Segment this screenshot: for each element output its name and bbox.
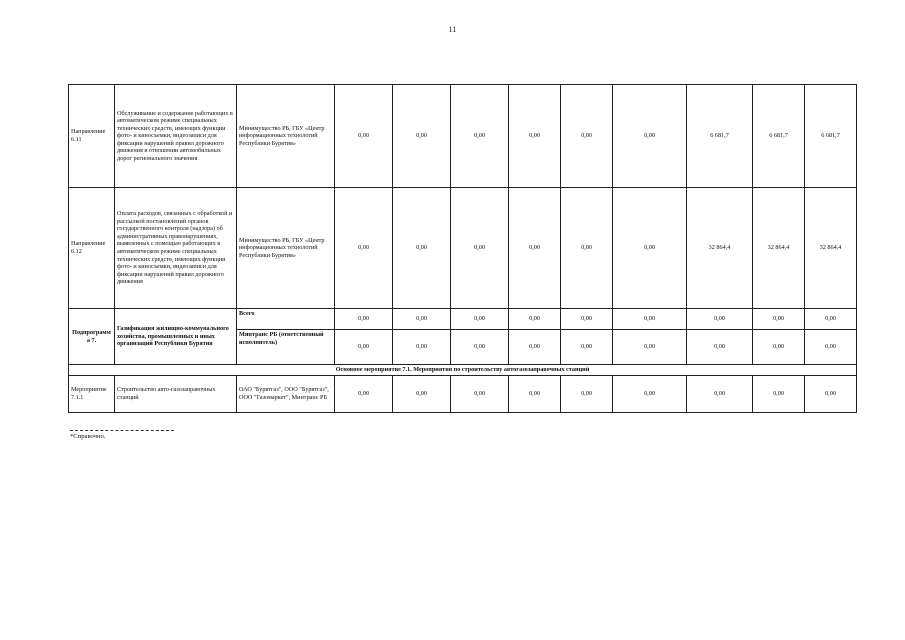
row-description: Обслуживание и содержание работающих в автоматическом режиме специальных технических средств, имеющих функции фото- и киносъемки, видеозаписи для фиксации нарушений правил дорожного движения в отношении автомобильных дорог регионального значения xyxy=(115,85,237,188)
value-cell: 0,00 xyxy=(613,309,687,330)
value-cell: 0,00 xyxy=(393,309,451,330)
value-cell: 0,00 xyxy=(561,330,613,365)
value-cell: 0,00 xyxy=(613,85,687,188)
value-cell: 0,00 xyxy=(613,375,687,412)
footnote-divider xyxy=(70,430,174,431)
value-cell: 6 681,7 xyxy=(753,85,805,188)
value-cell: 0,00 xyxy=(805,330,857,365)
value-cell: 0,00 xyxy=(561,375,613,412)
value-cell: 0,00 xyxy=(335,188,393,309)
row-executor: Минимущество РБ, ГБУ «Центр информационных технологий Республики Бурятия» xyxy=(237,188,335,309)
row-executor: Минимущество РБ, ГБУ «Центр информационных технологий Республики Бурятия» xyxy=(237,85,335,188)
subprogram-code: Подпрограмма 7. xyxy=(69,309,115,365)
value-cell: 0,00 xyxy=(335,85,393,188)
subprogram-total-label: Всего xyxy=(237,309,335,330)
value-cell: 0,00 xyxy=(451,188,509,309)
table-row-activity-7-1-1 xyxy=(69,375,857,412)
value-cell: 0,00 xyxy=(753,375,805,412)
budget-table xyxy=(68,84,857,413)
value-cell: 32 864,4 xyxy=(805,188,857,309)
value-cell: 0,00 xyxy=(509,375,561,412)
value-cell: 0,00 xyxy=(451,85,509,188)
subprogram-name: Газификация жилищно-коммунального хозяйства, промышленных и иных организаций Республики Бурятия xyxy=(115,309,237,365)
value-cell: 32 864,4 xyxy=(753,188,805,309)
row-description: Оплата расходов, связанных с обработкой и рассылкой постановлений органов государственного контроля (надзора) об административных правонарушениях, выявленных с помощью работающих в автоматическом режиме специальных технических средств, имеющих функции фото- и киносъемки, видеозаписи для фиксации нарушений правил дорожного движения xyxy=(115,188,237,309)
row-code: Направление 6.12 xyxy=(69,188,115,309)
value-cell: 0,00 xyxy=(613,330,687,365)
value-cell: 0,00 xyxy=(451,309,509,330)
value-cell: 0,00 xyxy=(687,330,753,365)
value-cell: 0,00 xyxy=(687,309,753,330)
row-executor: ОАО "Бурятгаз", ООО "Бурятгаз", ООО "Газомаркет", Минтранс РБ xyxy=(237,375,335,412)
value-cell: 0,00 xyxy=(561,309,613,330)
value-cell: 0,00 xyxy=(451,330,509,365)
value-cell: 0,00 xyxy=(335,330,393,365)
value-cell: 0,00 xyxy=(393,85,451,188)
subprogram-responsible-label: Минтранс РБ (ответственный исполнитель) xyxy=(237,330,335,365)
table-row-section-header xyxy=(69,365,857,376)
value-cell: 0,00 xyxy=(613,188,687,309)
value-cell: 0,00 xyxy=(509,85,561,188)
page-number: 11 xyxy=(448,25,457,34)
table-row-direction-6-11 xyxy=(69,85,857,188)
value-cell: 0,00 xyxy=(753,330,805,365)
row-code: Направление 6.11 xyxy=(69,85,115,188)
value-cell: 0,00 xyxy=(805,309,857,330)
value-cell: 6 681,7 xyxy=(687,85,753,188)
value-cell: 0,00 xyxy=(509,330,561,365)
value-cell: 0,00 xyxy=(451,375,509,412)
value-cell: 6 681,7 xyxy=(805,85,857,188)
value-cell: 0,00 xyxy=(561,188,613,309)
value-cell: 0,00 xyxy=(687,375,753,412)
value-cell: 0,00 xyxy=(393,330,451,365)
value-cell: 32 864,4 xyxy=(687,188,753,309)
table-row-direction-6-12 xyxy=(69,188,857,309)
value-cell: 0,00 xyxy=(393,188,451,309)
row-code: Мероприятие 7.1.1 xyxy=(69,375,115,412)
table-row-subprogram-total xyxy=(69,309,857,330)
value-cell: 0,00 xyxy=(335,375,393,412)
section-title: Основное мероприятие 7.1. Мероприятия по строительству автогазозаправочных станций xyxy=(69,365,857,376)
footnote: *Справочно. xyxy=(70,433,106,440)
value-cell: 0,00 xyxy=(509,188,561,309)
value-cell: 0,00 xyxy=(561,85,613,188)
value-cell: 0,00 xyxy=(509,309,561,330)
row-description: Строительство авто-газозаправочных станций xyxy=(115,375,237,412)
value-cell: 0,00 xyxy=(753,309,805,330)
value-cell: 0,00 xyxy=(393,375,451,412)
value-cell: 0,00 xyxy=(805,375,857,412)
value-cell: 0,00 xyxy=(335,309,393,330)
